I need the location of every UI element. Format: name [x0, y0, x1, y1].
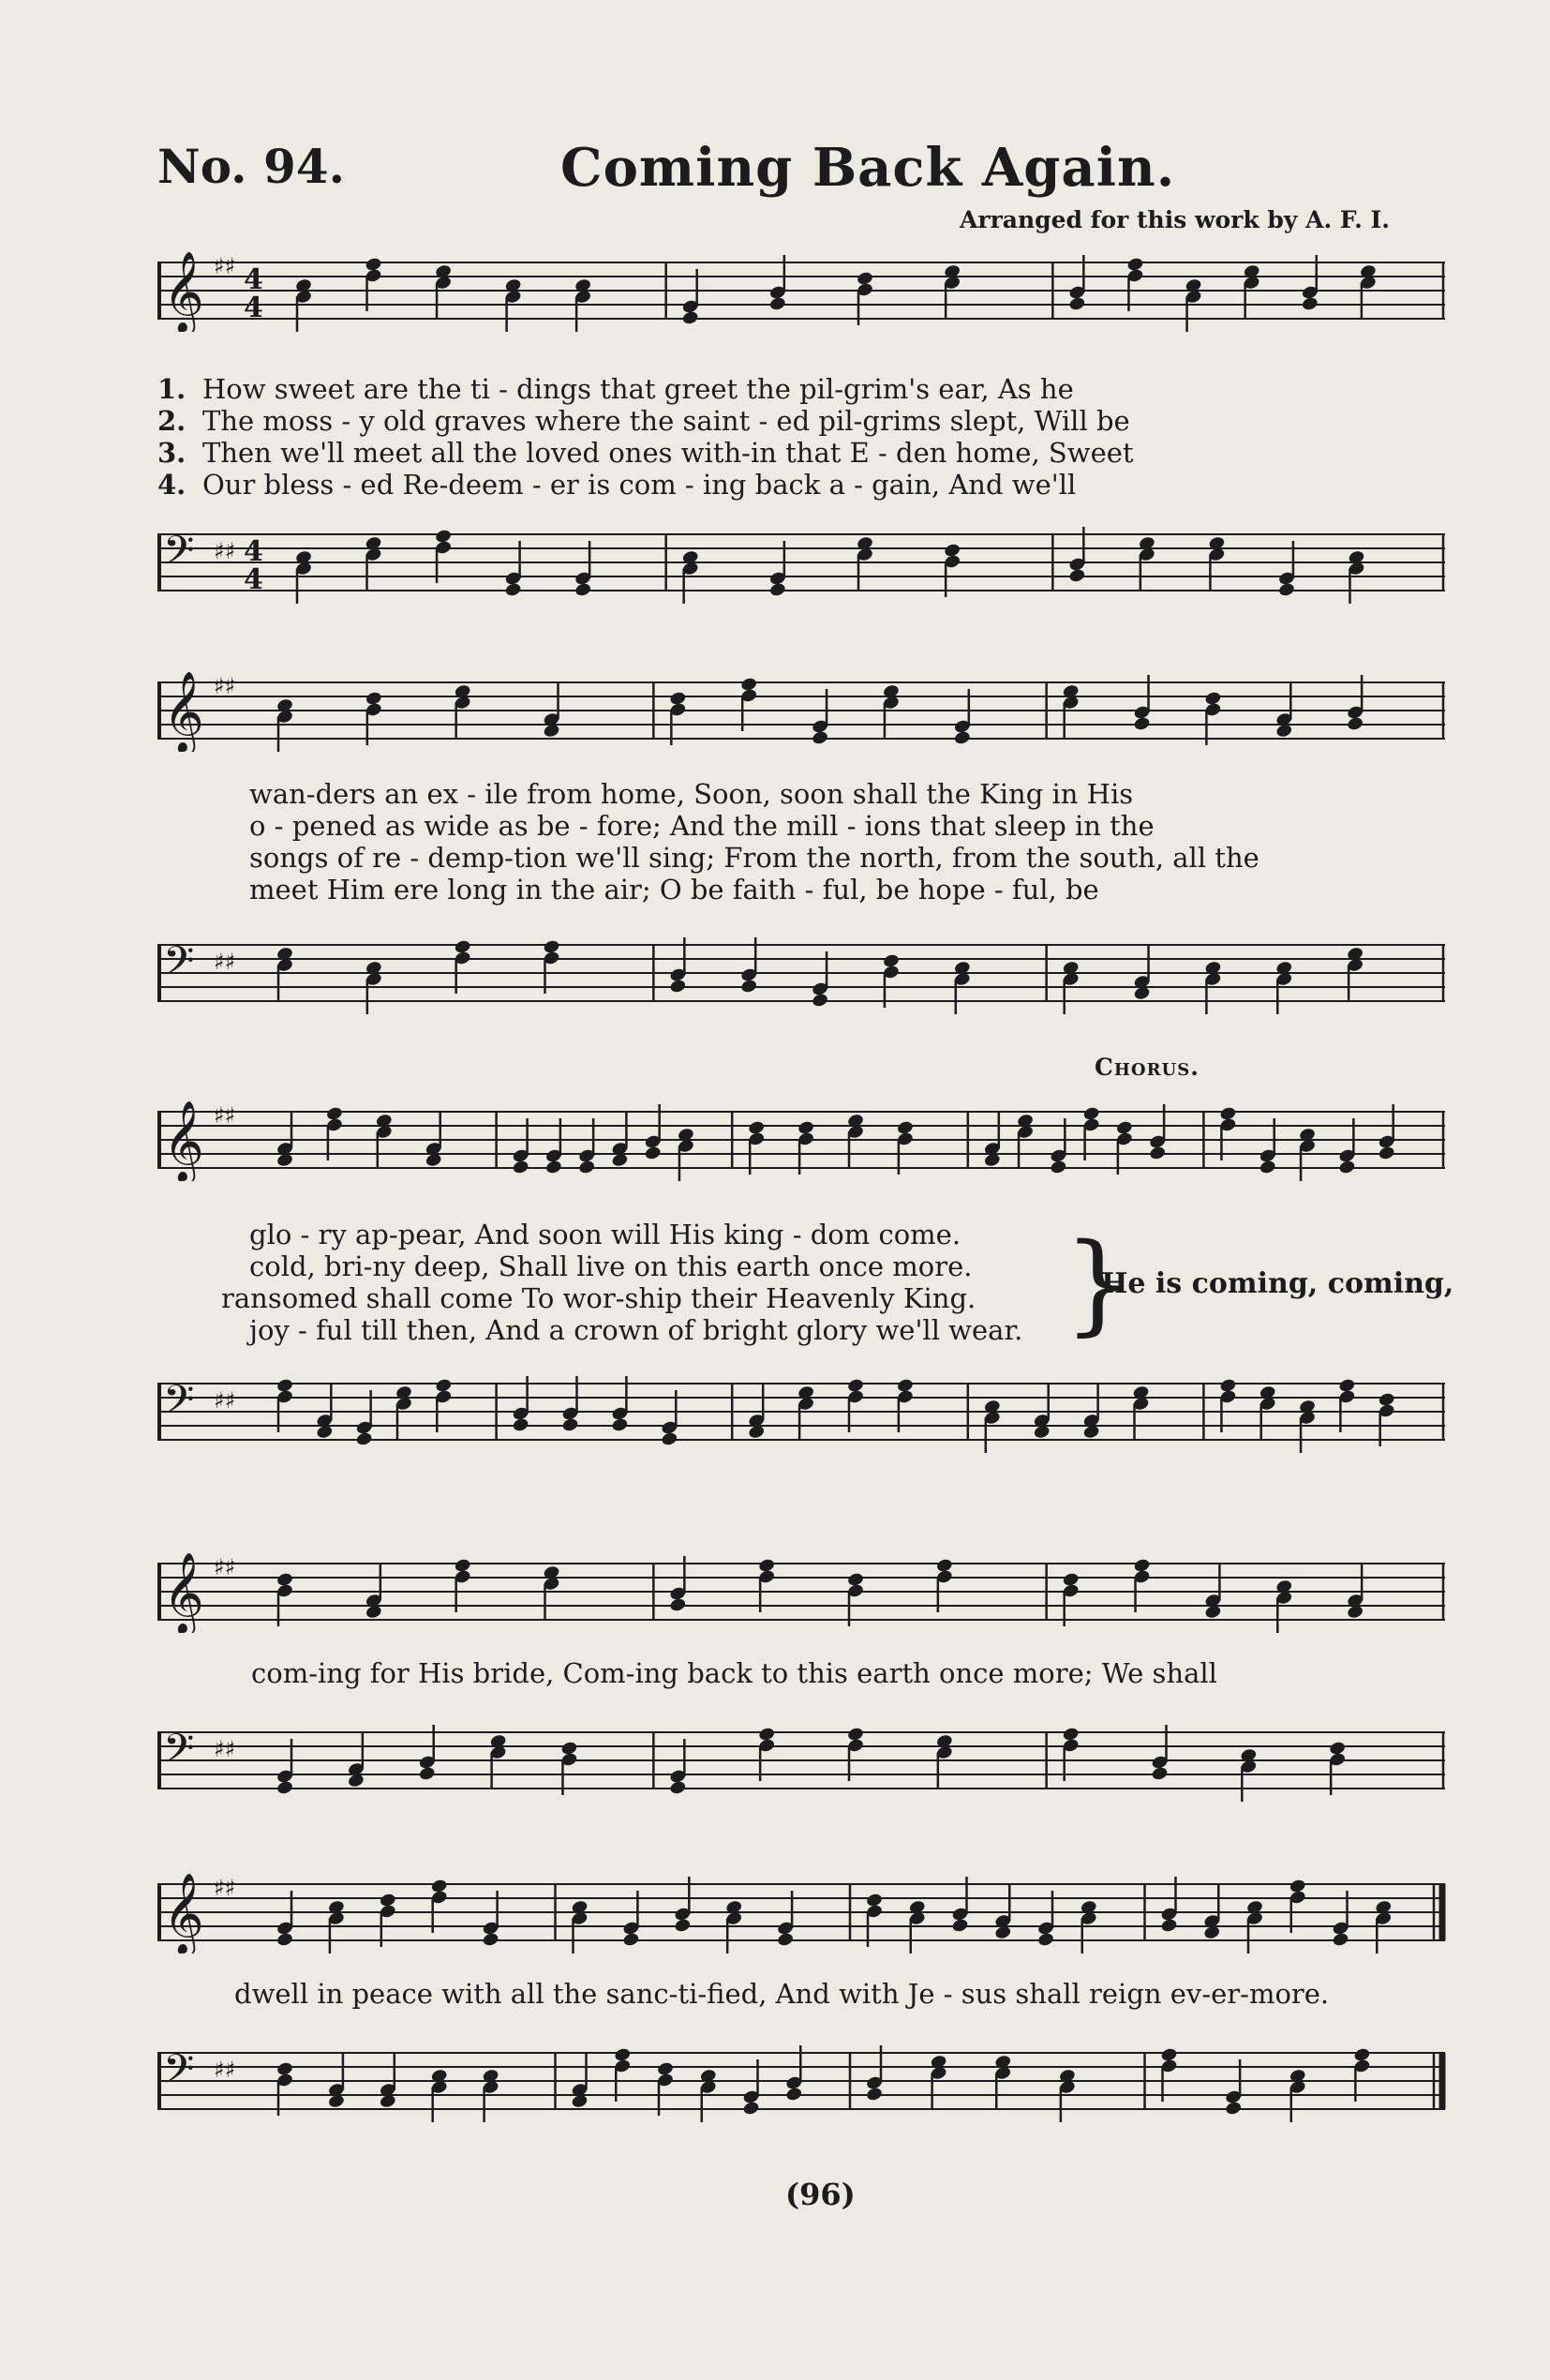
note-head	[276, 1378, 293, 1432]
note-head	[797, 1120, 815, 1175]
note-head	[856, 271, 873, 325]
note-head	[276, 2061, 293, 2116]
note-head	[865, 2045, 883, 2102]
note-head	[1115, 1120, 1133, 1175]
note-head	[512, 1376, 529, 1432]
treble-clef-icon: 𝄞	[163, 251, 204, 332]
note-head	[674, 1877, 692, 1933]
note-head	[669, 1739, 687, 1795]
note-head	[434, 529, 452, 583]
lyric-line: 4. Our bless - ed Re-deem - er is com - ing back a - gain, And we'll	[157, 469, 1077, 501]
note-head	[543, 939, 560, 994]
note-head	[681, 269, 699, 325]
note-head	[276, 1891, 293, 1947]
lyric-line: wan-ders an ex - ile from home, Soon, soon shall the King in His	[249, 778, 1134, 810]
note-head	[1332, 1891, 1349, 1947]
bass-clef-icon: 𝄢	[163, 1377, 195, 1433]
note-head	[669, 691, 687, 745]
note-head	[777, 1891, 795, 1947]
lyric-line: glo - ry ap-pear, And soon will His king - dom come.	[249, 1219, 961, 1250]
note-head	[379, 1893, 396, 1947]
verse-brace: }	[1064, 1220, 1133, 1347]
note-head	[758, 1727, 776, 1781]
note-head	[430, 1879, 448, 1933]
bass-staff	[157, 2036, 1449, 2122]
key-signature-icon: ♯♯	[214, 1875, 236, 1901]
note-head	[1329, 1741, 1347, 1795]
chorus-lyric-line: com-ing for His bride, Com-ing back to this earth once more; We shall	[251, 1657, 1217, 1689]
treble-staff	[157, 666, 1449, 752]
note-head	[454, 1558, 471, 1612]
note-head	[454, 939, 471, 994]
note-head	[325, 1106, 343, 1160]
time-signature-top: 4	[244, 263, 263, 296]
bass-clef-icon: 𝄢	[163, 1726, 195, 1782]
note-head	[1151, 1725, 1169, 1781]
note-head	[865, 1893, 883, 1947]
note-head	[512, 1118, 529, 1175]
note-head	[578, 1118, 596, 1175]
note-head	[1036, 1891, 1054, 1947]
key-signature-icon: ♯♯	[214, 2057, 236, 2083]
lyric-line: ransomed shall come To wor-ship their Heavenly King.	[221, 1282, 976, 1314]
key-signature-icon: ♯♯	[214, 1387, 236, 1414]
note-head	[1062, 1727, 1080, 1781]
note-head	[1378, 1392, 1395, 1446]
note-head	[1068, 255, 1086, 311]
time-signature-bottom: 4	[244, 292, 263, 324]
note-head	[740, 937, 758, 994]
lyric-line: 1. How sweet are the ti - dings that greet the pil-grim's ear, As he	[157, 373, 1074, 405]
note-head	[574, 541, 592, 597]
chorus-label: Chorus.	[1095, 1054, 1200, 1081]
treble-clef-icon: 𝄞	[163, 1100, 204, 1181]
note-head	[1338, 1378, 1356, 1432]
key-signature-icon: ♯♯	[214, 538, 236, 564]
note-head	[811, 689, 828, 745]
chorus-lyric-line: He is coming, coming,	[1101, 1267, 1454, 1300]
note-head	[561, 1376, 579, 1432]
note-head	[544, 1118, 562, 1175]
note-head	[748, 1120, 766, 1175]
note-head	[742, 2059, 760, 2116]
note-head	[1062, 1572, 1080, 1626]
key-signature-icon: ♯♯	[214, 673, 236, 699]
note-head	[1160, 2047, 1178, 2102]
note-head	[644, 1104, 662, 1160]
note-head	[614, 2047, 632, 2102]
bass-clef-icon: 𝄢	[163, 938, 195, 995]
treble-staff	[157, 1547, 1449, 1633]
lyric-line: joy - ful till then, And a crown of bright glory we'll wear.	[249, 1314, 1023, 1346]
note-head	[1289, 1879, 1306, 1933]
note-head	[1133, 675, 1151, 731]
lyric-line: o - pened as wide as be - fore; And the mill - ions that sleep in the	[249, 810, 1155, 842]
note-head	[482, 1891, 499, 1947]
treble-clef-icon: 𝄞	[163, 671, 204, 752]
note-head	[846, 1378, 864, 1432]
note-head	[669, 1556, 687, 1612]
note-head	[846, 1572, 864, 1626]
treble-staff	[157, 1867, 1449, 1953]
note-head	[435, 1378, 453, 1432]
lyric-line: cold, bri-ny deep, Shall live on this earth once more.	[249, 1250, 973, 1282]
note-head	[1259, 1118, 1276, 1175]
note-head	[882, 953, 900, 1008]
note-head	[935, 1558, 953, 1612]
key-signature-icon: ♯♯	[214, 949, 236, 975]
note-head	[365, 257, 382, 311]
note-head	[365, 691, 382, 745]
note-head	[758, 1558, 776, 1612]
note-head	[1301, 255, 1319, 311]
note-head	[276, 1572, 293, 1626]
note-head	[811, 951, 828, 1008]
note-head	[896, 1120, 914, 1175]
treble-clef-icon: 𝄞	[163, 1873, 204, 1953]
lyric-line: songs of re - demp-tion we'll sing; From the north, from the south, all the	[249, 842, 1259, 874]
treble-staff	[157, 1095, 1449, 1181]
lyric-line: meet Him ere long in the air; O be faith - ful, be hope - ful, be	[249, 874, 1099, 906]
note-head	[953, 689, 971, 745]
note-head	[1068, 527, 1086, 583]
note-head	[1277, 541, 1295, 597]
lyric-line: 2. The moss - y old graves where the saint - ed pil-grims slept, Will be	[157, 405, 1130, 437]
note-head	[1338, 1118, 1356, 1175]
key-signature-icon: ♯♯	[214, 1736, 236, 1762]
note-head	[1225, 2059, 1243, 2116]
chorus-lyric-line: dwell in peace with all the sanc-ti-fied, And with Je - sus shall reign ev-er-more.	[234, 1978, 1330, 2010]
hymn-title: Coming Back Again.	[560, 137, 1176, 199]
note-head	[669, 937, 687, 994]
key-signature-icon: ♯♯	[214, 253, 236, 279]
bass-staff	[157, 1367, 1449, 1453]
note-head	[622, 1891, 640, 1947]
note-head	[661, 1390, 678, 1446]
note-head	[1219, 1106, 1237, 1160]
note-head	[1160, 1877, 1178, 1933]
note-head	[785, 2045, 803, 2102]
note-head	[504, 541, 522, 597]
hymn-number: No. 94.	[157, 139, 345, 194]
arranger-credit: Arranged for this work by A. F. I.	[960, 206, 1390, 233]
note-head	[276, 1739, 293, 1795]
note-head	[1353, 2047, 1371, 2102]
page-number: (96)	[785, 2177, 856, 2212]
note-head	[768, 255, 786, 311]
key-signature-icon: ♯♯	[214, 1102, 236, 1129]
bass-staff	[157, 517, 1449, 604]
bass-clef-icon: 𝄢	[163, 528, 195, 584]
note-head	[740, 677, 758, 731]
note-head	[656, 2061, 674, 2116]
note-head	[846, 1727, 864, 1781]
key-signature-icon: ♯♯	[214, 1554, 236, 1580]
note-head	[1149, 1104, 1167, 1160]
note-head	[1378, 1104, 1395, 1160]
note-head	[1050, 1118, 1067, 1175]
note-head	[1219, 1378, 1237, 1432]
note-head	[355, 1390, 373, 1446]
bass-clef-icon: 𝄢	[163, 2046, 195, 2103]
note-head	[768, 541, 786, 597]
note-head	[1082, 1106, 1100, 1160]
note-head	[560, 1741, 578, 1795]
note-head	[1347, 675, 1364, 731]
note-head	[944, 543, 961, 597]
lyric-line: 3. Then we'll meet all the loved ones with-in that E - den home, Sweet	[157, 437, 1134, 469]
note-head	[611, 1376, 629, 1432]
time-signature-top: 4	[244, 535, 263, 568]
note-head	[1133, 1558, 1151, 1612]
treble-clef-icon: 𝄞	[163, 1552, 204, 1633]
note-head	[1204, 691, 1222, 745]
bass-staff	[157, 1715, 1449, 1802]
note-head	[418, 1725, 436, 1781]
time-signature-bottom: 4	[244, 563, 263, 596]
note-head	[951, 1877, 969, 1933]
bass-staff	[157, 928, 1449, 1014]
treble-staff	[157, 246, 1449, 332]
note-head	[896, 1378, 914, 1432]
note-head	[1126, 257, 1144, 311]
